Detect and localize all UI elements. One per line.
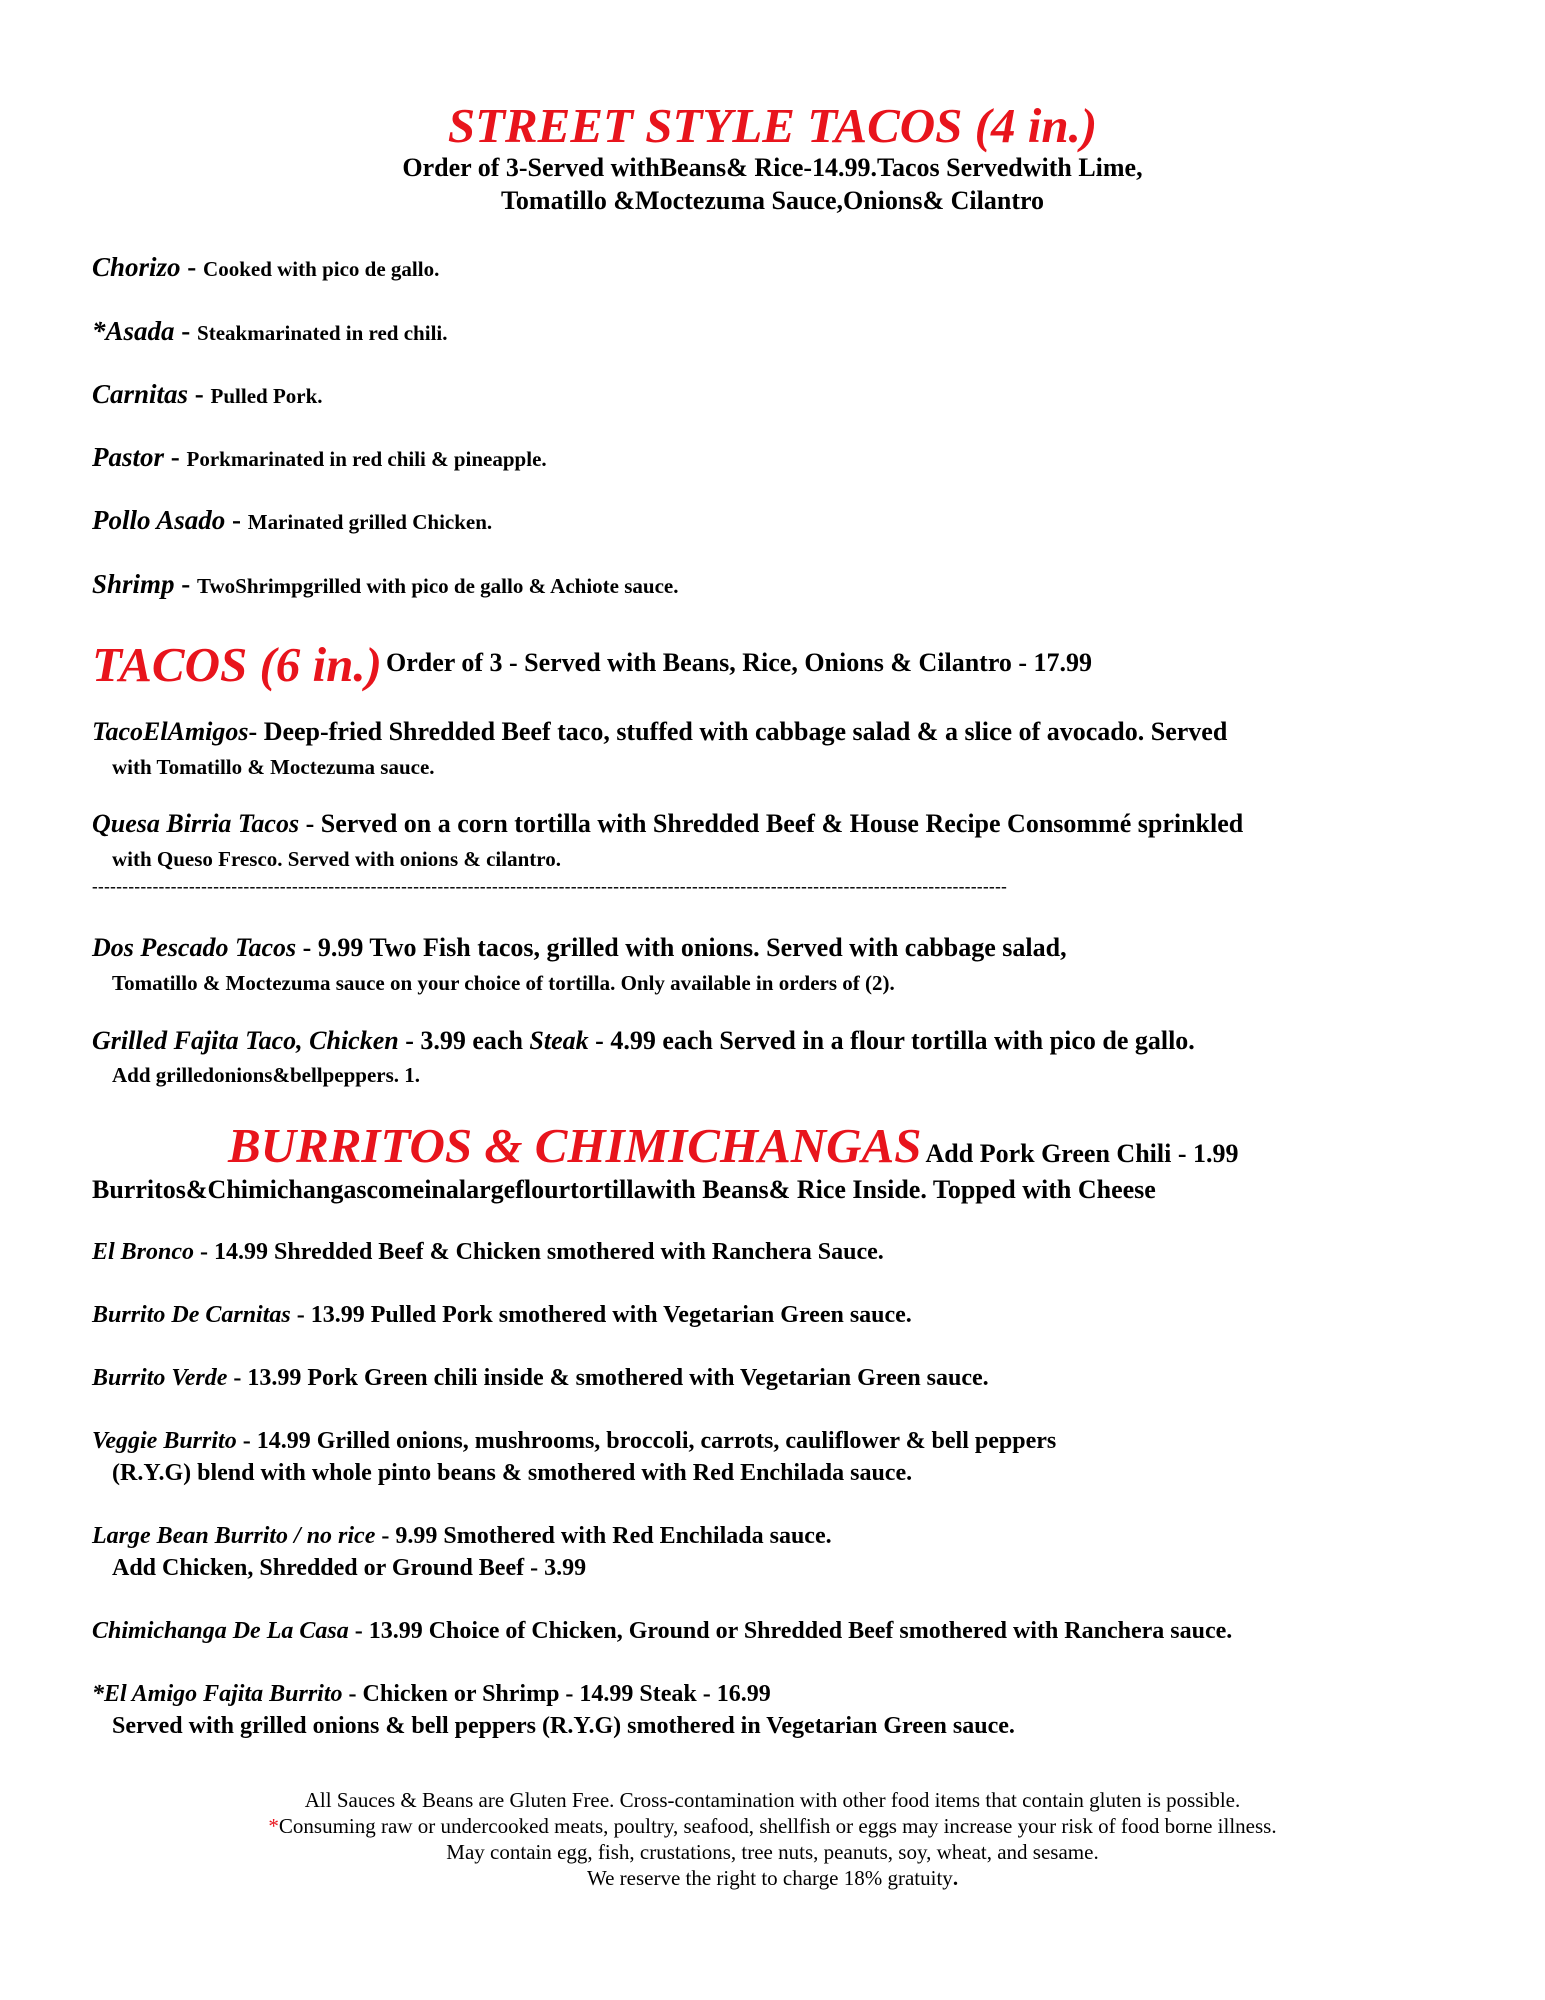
tacos-subtitle: Order of 3 - Served with Beans, Rice, Onions & Cilantro - 17.99 bbox=[385, 648, 1093, 677]
item-separator: - bbox=[180, 252, 204, 282]
burrito-item-fajita-burrito-continued: Served with grilled onions & bell peppers (R.Y.G) smothered in Vegetarian Green sauce. bbox=[112, 1713, 1015, 1739]
burrito-item-fajita-burrito bbox=[92, 1678, 771, 1710]
item-name: Veggie Burrito bbox=[92, 1428, 237, 1454]
tacos-title: TACOS (6 in.) bbox=[92, 637, 382, 692]
taco-item-taco-el-amigos bbox=[92, 715, 1227, 749]
item-separator: - bbox=[248, 717, 264, 746]
item-description: Steakmarinated in red chili. bbox=[197, 321, 448, 345]
item-description: - 4.99 each Served in a flour tortilla with pico de gallo. bbox=[588, 1026, 1195, 1055]
item-description: - 14.99 Shredded Beef & Chicken smothered with Ranchera Sauce. bbox=[194, 1239, 884, 1265]
gratuity-text: We reserve the right to charge 18% gratuity bbox=[586, 1866, 953, 1890]
item-name: Burrito De Carnitas bbox=[92, 1302, 291, 1328]
burrito-item-large-bean bbox=[92, 1520, 832, 1552]
item-separator: - bbox=[174, 569, 198, 599]
warning-asterisk: * bbox=[268, 1814, 279, 1838]
item-description: - 13.99 Choice of Chicken, Ground or Shredded Beef smothered with Ranchera sauce. bbox=[348, 1618, 1233, 1644]
taco-item-dos-pescado bbox=[92, 931, 1067, 965]
burrito-item-verde bbox=[92, 1362, 989, 1394]
item-name: Carnitas bbox=[92, 379, 189, 409]
footer-consumption-warning bbox=[0, 1813, 1545, 1839]
taco-item-grilled-fajita-continued: Add grilledonions&bellpeppers. 1. bbox=[112, 1063, 421, 1087]
item-name: Chimichanga De La Casa bbox=[92, 1618, 349, 1644]
item-description: - 14.99 Grilled onions, mushrooms, broccoli, carrots, cauliflower & bell peppers bbox=[236, 1428, 1057, 1454]
burrito-item-large-bean-continued: Add Chicken, Shredded or Ground Beef - 3.99 bbox=[112, 1555, 587, 1581]
item-name: Pollo Asado bbox=[92, 505, 226, 535]
gratuity-period: . bbox=[952, 1866, 959, 1890]
item-description: Porkmarinated in red chili & pineapple. bbox=[186, 447, 547, 471]
street-taco-item-asada bbox=[92, 315, 447, 349]
item-description: Cooked with pico de gallo. bbox=[203, 257, 440, 281]
burrito-item-el-bronco bbox=[92, 1236, 884, 1268]
taco-item-dos-pescado-continued: Tomatillo & Moctezuma sauce on your choice of tortilla. Only available in orders of (2). bbox=[112, 971, 895, 995]
item-name: Large Bean Burrito / no rice bbox=[92, 1523, 376, 1549]
footer-allergen-note: May contain egg, fish, crustations, tree nuts, peanuts, soy, wheat, and sesame. bbox=[446, 1840, 1099, 1864]
item-description: - 13.99 Pork Green chili inside & smothered with Vegetarian Green sauce. bbox=[227, 1365, 989, 1391]
taco-item-quesa-birria bbox=[92, 807, 1243, 841]
street-tacos-subtitle-1: Order of 3-Served withBeans& Rice-14.99.Tacos Servedwith Lime, bbox=[402, 153, 1143, 182]
street-taco-item-chorizo bbox=[92, 251, 439, 285]
burrito-item-chimichanga bbox=[92, 1615, 1232, 1647]
burrito-item-de-carnitas bbox=[92, 1299, 912, 1331]
item-name: Dos Pescado Tacos bbox=[92, 933, 297, 962]
item-separator: - bbox=[296, 933, 318, 962]
item-name: TacoElAmigos bbox=[92, 717, 249, 746]
item-name-steak: Steak bbox=[529, 1026, 589, 1055]
warning-text: Consuming raw or undercooked meats, poultry, seafood, shellfish or eggs may increase your risk of food borne illness. bbox=[278, 1814, 1277, 1838]
burrito-item-veggie bbox=[92, 1425, 1056, 1457]
tacos-header bbox=[92, 634, 1092, 706]
item-name: Quesa Birria Tacos bbox=[92, 809, 300, 838]
taco-item-taco-el-amigos-continued: with Tomatillo & Moctezuma sauce. bbox=[112, 755, 435, 779]
item-description: TwoShrimpgrilled with pico de gallo & Achiote sauce. bbox=[197, 574, 679, 598]
item-separator: - bbox=[299, 809, 321, 838]
burrito-item-veggie-continued: (R.Y.G) blend with whole pinto beans & smothered with Red Enchilada sauce. bbox=[112, 1460, 913, 1486]
taco-item-quesa-birria-continued: with Queso Fresco. Served with onions & cilantro. bbox=[112, 847, 561, 871]
footer-gluten-note: All Sauces & Beans are Gluten Free. Cross-contamination with other food items that contain gluten is possible. bbox=[304, 1788, 1241, 1812]
street-tacos-subtitle-2: Tomatillo &Moctezuma Sauce,Onions& Cilantro bbox=[500, 186, 1045, 215]
street-taco-item-pollo-asado bbox=[92, 504, 492, 538]
item-description: 9.99 Two Fish tacos, grilled with onions. Served with cabbage salad, bbox=[317, 933, 1067, 962]
item-name-chicken: Grilled Fajita Taco, Chicken bbox=[92, 1026, 399, 1055]
item-name: Burrito Verde bbox=[92, 1365, 228, 1391]
footer-gratuity-note bbox=[0, 1865, 1545, 1891]
item-description: Deep-fried Shredded Beef taco, stuffed with cabbage salad & a slice of avocado. Served bbox=[263, 717, 1228, 746]
item-description: - Chicken or Shrimp - 14.99 Steak - 16.99 bbox=[342, 1681, 771, 1707]
item-name: Pastor bbox=[92, 442, 165, 472]
street-taco-item-carnitas bbox=[92, 378, 323, 412]
item-description: - 9.99 Smothered with Red Enchilada sauce. bbox=[375, 1523, 832, 1549]
item-name: *Asada bbox=[92, 316, 175, 346]
taco-item-grilled-fajita bbox=[92, 1024, 1195, 1058]
item-description: Pulled Pork. bbox=[210, 384, 323, 408]
item-separator: - bbox=[188, 379, 211, 409]
item-name: *El Amigo Fajita Burrito bbox=[92, 1681, 343, 1707]
burritos-subtitle: Burritos&Chimichangascomeinalargeflourtortillawith Beans& Rice Inside. Topped with Cheese bbox=[92, 1175, 1156, 1204]
item-name: El Bronco bbox=[92, 1239, 195, 1265]
street-tacos-title: STREET STYLE TACOS (4 in.) bbox=[447, 98, 1098, 153]
item-name: Shrimp bbox=[92, 569, 175, 599]
divider: ------------------------------------------------------------------------------------------------------------------------------------------------------- bbox=[92, 877, 1008, 896]
item-name: Chorizo bbox=[92, 252, 181, 282]
item-description: Marinated grilled Chicken. bbox=[247, 510, 493, 534]
burritos-title: BURRITOS & CHIMICHANGAS bbox=[228, 1118, 922, 1173]
item-description: - 13.99 Pulled Pork smothered with Vegetarian Green sauce. bbox=[290, 1302, 912, 1328]
street-taco-item-shrimp bbox=[92, 568, 679, 602]
item-separator: - bbox=[164, 442, 187, 472]
item-separator: - bbox=[174, 316, 198, 346]
burritos-addon: Add Pork Green Chili - 1.99 bbox=[925, 1139, 1239, 1168]
street-taco-item-pastor bbox=[92, 441, 547, 475]
item-separator: - bbox=[225, 505, 248, 535]
item-description: Served on a corn tortilla with Shredded Beef & House Recipe Consommé sprinkled bbox=[320, 809, 1244, 838]
item-price-chicken: - 3.99 each bbox=[398, 1026, 530, 1055]
